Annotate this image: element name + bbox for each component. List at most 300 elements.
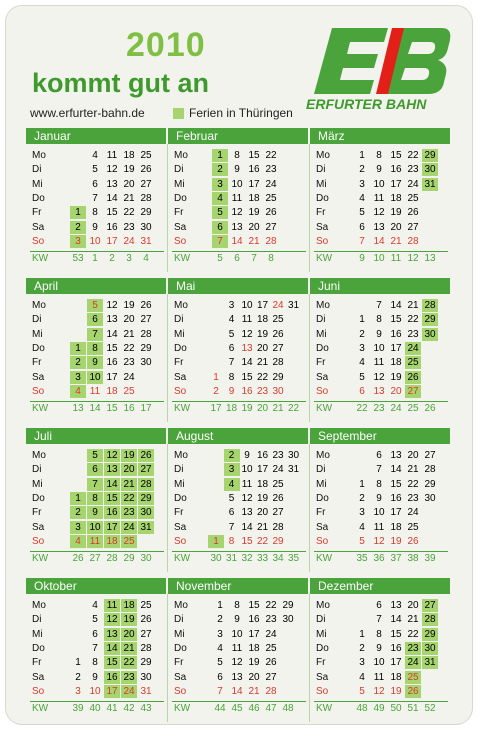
month-august bbox=[168, 428, 310, 580]
day-cell: 25 bbox=[405, 671, 421, 684]
day-cell: 20 bbox=[407, 450, 419, 461]
day-cell: 18 bbox=[256, 314, 269, 326]
day-cell: 31 bbox=[138, 521, 154, 534]
month-januar bbox=[26, 128, 168, 280]
weekday-label: So bbox=[32, 535, 45, 547]
day-cell: 28 bbox=[138, 478, 154, 491]
day-cell: 28 bbox=[140, 328, 152, 340]
kw-number: 7 bbox=[251, 253, 257, 265]
day-cell: 2 bbox=[70, 221, 86, 234]
day-cell: 15 bbox=[248, 600, 260, 611]
day-cell: 7 bbox=[212, 235, 228, 248]
day-cell: 19 bbox=[248, 657, 260, 669]
day-cell: 26 bbox=[407, 535, 419, 547]
kw-number: 26 bbox=[72, 553, 84, 565]
day-cell: 1 bbox=[70, 206, 86, 219]
day-cell: 19 bbox=[390, 207, 402, 219]
day-cell: 31 bbox=[140, 685, 152, 697]
day-cell: 27 bbox=[272, 342, 284, 354]
day-cell: 3 bbox=[212, 178, 228, 191]
weekday-label: Sa bbox=[32, 221, 45, 233]
day-cell: 1 bbox=[70, 492, 86, 505]
tagline: kommt gut an bbox=[32, 68, 210, 98]
day-cell: 9 bbox=[244, 450, 250, 461]
day-cell: 15 bbox=[390, 150, 402, 161]
weekday-label: Mi bbox=[32, 628, 43, 640]
kw-number: 1 bbox=[92, 253, 98, 265]
kw-number: 6 bbox=[234, 253, 240, 265]
weekday-label: Do bbox=[316, 342, 329, 354]
kw-number: 18 bbox=[225, 403, 238, 415]
weekday-label: Do bbox=[32, 192, 45, 204]
kw-number: 17 bbox=[140, 403, 152, 415]
weekday-label: Mi bbox=[316, 178, 327, 190]
day-cell: 11 bbox=[106, 150, 118, 161]
day-cell: 15 bbox=[104, 492, 120, 505]
day-cell: 1 bbox=[70, 342, 86, 355]
day-cell: 25 bbox=[140, 600, 152, 611]
weekday-label: Di bbox=[174, 464, 184, 476]
day-cell: 14 bbox=[231, 685, 243, 697]
day-cell: 28 bbox=[265, 685, 277, 697]
day-cell: 20 bbox=[256, 342, 269, 354]
day-cell: 19 bbox=[390, 685, 402, 697]
day-cell: 9 bbox=[228, 385, 235, 397]
day-cell: 29 bbox=[272, 371, 284, 383]
day-cell: 5 bbox=[92, 614, 98, 626]
day-cell: 6 bbox=[228, 342, 235, 354]
day-cell: 31 bbox=[287, 300, 300, 311]
weekday-label: Mo bbox=[174, 300, 188, 311]
day-cell: 9 bbox=[234, 614, 240, 626]
day-cell: 18 bbox=[390, 192, 402, 204]
weekday-label: So bbox=[32, 685, 45, 697]
day-cell: 29 bbox=[424, 478, 436, 490]
kw-separator bbox=[314, 401, 448, 402]
weekday-label: So bbox=[32, 235, 45, 247]
day-cell: 26 bbox=[140, 164, 152, 176]
weekday-label: Mo bbox=[32, 150, 46, 161]
day-cell: 7 bbox=[359, 235, 365, 247]
day-cell: 17 bbox=[390, 657, 402, 669]
day-cell: 30 bbox=[272, 385, 284, 397]
day-cell: 3 bbox=[224, 463, 240, 476]
weekday-label: Mo bbox=[32, 600, 46, 611]
day-cell: 12 bbox=[231, 657, 243, 669]
day-cell: 13 bbox=[231, 221, 243, 233]
day-cell: 26 bbox=[265, 657, 277, 669]
day-cell: 4 bbox=[92, 600, 98, 611]
kw-label: KW bbox=[174, 403, 191, 415]
day-cell: 5 bbox=[228, 328, 235, 340]
kw-number: 37 bbox=[390, 553, 402, 565]
day-cell: 11 bbox=[373, 671, 385, 683]
kw-number: 23 bbox=[373, 403, 385, 415]
weekday-label: Do bbox=[32, 492, 45, 504]
day-cell: 21 bbox=[123, 192, 135, 204]
month-title: Januar bbox=[26, 128, 166, 144]
day-cell: 5 bbox=[359, 685, 365, 697]
kw-number: 16 bbox=[123, 403, 135, 415]
day-cell: 24 bbox=[405, 342, 421, 355]
day-cell: 30 bbox=[140, 221, 152, 233]
day-cell: 22 bbox=[123, 342, 135, 354]
day-cell: 1 bbox=[213, 371, 219, 383]
day-cell: 20 bbox=[390, 385, 402, 397]
kw-separator bbox=[30, 251, 164, 252]
kw-number: 22 bbox=[287, 403, 300, 415]
day-cell: 10 bbox=[241, 464, 253, 476]
day-cell: 5 bbox=[359, 207, 365, 219]
day-cell: 13 bbox=[104, 628, 120, 641]
kw-number: 5 bbox=[217, 253, 223, 265]
day-cell: 26 bbox=[138, 449, 154, 462]
weekday-label: Di bbox=[316, 614, 326, 626]
day-cell: 29 bbox=[422, 313, 438, 326]
kw-label: KW bbox=[174, 703, 191, 715]
day-cell: 12 bbox=[373, 371, 385, 383]
day-cell: 2 bbox=[75, 671, 81, 683]
day-cell: 24 bbox=[407, 507, 419, 519]
kw-number: 48 bbox=[282, 703, 294, 715]
day-cell: 21 bbox=[256, 357, 269, 369]
day-cell: 17 bbox=[390, 178, 402, 190]
day-cell: 14 bbox=[390, 300, 402, 311]
day-cell: 2 bbox=[359, 328, 365, 340]
weekday-label: Fr bbox=[316, 657, 326, 669]
day-cell: 28 bbox=[272, 521, 284, 533]
kw-number: 24 bbox=[390, 403, 402, 415]
day-cell: 27 bbox=[407, 221, 419, 233]
day-cell: 4 bbox=[212, 192, 228, 205]
day-cell: 7 bbox=[376, 614, 382, 626]
day-cell: 8 bbox=[376, 150, 382, 161]
kw-number: 22 bbox=[356, 403, 368, 415]
logo-name: ERFURTER BAHN bbox=[306, 96, 427, 112]
day-cell: 25 bbox=[265, 642, 277, 654]
month-november bbox=[168, 578, 310, 724]
day-cell: 6 bbox=[92, 178, 98, 190]
kw-label: KW bbox=[32, 253, 49, 265]
day-cell: 16 bbox=[106, 221, 118, 233]
weekday-label: Di bbox=[174, 614, 184, 626]
weekday-label: Mo bbox=[316, 150, 330, 161]
day-cell: 3 bbox=[70, 371, 86, 384]
day-cell: 9 bbox=[87, 506, 103, 519]
holiday-legend-swatch bbox=[173, 108, 184, 119]
day-cell: 20 bbox=[407, 600, 419, 611]
day-cell: 7 bbox=[92, 642, 98, 654]
day-cell: 23 bbox=[407, 164, 419, 176]
day-cell: 13 bbox=[231, 671, 243, 683]
kw-number: 45 bbox=[231, 703, 243, 715]
day-cell: 28 bbox=[422, 299, 438, 312]
weekday-label: Mi bbox=[316, 628, 327, 640]
weekday-label: So bbox=[316, 535, 329, 547]
day-cell: 24 bbox=[265, 178, 277, 190]
day-cell: 17 bbox=[106, 371, 118, 383]
day-cell: 3 bbox=[228, 300, 235, 311]
kw-separator bbox=[30, 401, 164, 402]
day-cell: 2 bbox=[213, 385, 219, 397]
day-cell: 18 bbox=[248, 192, 260, 204]
kw-number: 25 bbox=[407, 403, 419, 415]
day-cell: 8 bbox=[87, 342, 103, 355]
day-cell: 28 bbox=[424, 464, 436, 476]
weekday-label: So bbox=[316, 235, 329, 247]
day-cell: 15 bbox=[248, 150, 260, 161]
kw-number: 32 bbox=[241, 553, 253, 565]
kw-separator bbox=[172, 401, 306, 402]
kw-number: 48 bbox=[356, 703, 368, 715]
day-cell: 21 bbox=[121, 642, 137, 655]
kw-number: 11 bbox=[390, 253, 402, 265]
month-märz bbox=[310, 128, 452, 280]
day-cell: 17 bbox=[248, 178, 260, 190]
day-cell: 22 bbox=[265, 150, 277, 161]
day-cell: 29 bbox=[140, 342, 152, 354]
kw-number: 2 bbox=[109, 253, 115, 265]
day-cell: 13 bbox=[241, 507, 253, 519]
kw-number: 51 bbox=[407, 703, 419, 715]
day-cell: 8 bbox=[228, 535, 235, 547]
weekday-label: Fr bbox=[316, 507, 326, 519]
day-cell: 27 bbox=[272, 507, 284, 519]
month-mai bbox=[168, 278, 310, 430]
day-cell: 23 bbox=[121, 671, 137, 684]
day-cell: 15 bbox=[106, 342, 118, 354]
month-title: Februar bbox=[168, 128, 308, 144]
day-cell: 6 bbox=[228, 507, 235, 519]
weekday-label: Do bbox=[316, 492, 329, 504]
weekday-label: Sa bbox=[316, 521, 329, 533]
day-cell: 13 bbox=[241, 342, 253, 354]
day-cell: 4 bbox=[359, 671, 365, 683]
weekday-label: Fr bbox=[174, 207, 184, 219]
day-cell: 6 bbox=[212, 221, 228, 234]
day-cell: 10 bbox=[231, 178, 243, 190]
day-cell: 12 bbox=[231, 207, 243, 219]
day-cell: 23 bbox=[405, 642, 421, 655]
day-cell: 22 bbox=[121, 656, 137, 669]
kw-number: 35 bbox=[356, 553, 368, 565]
day-cell: 5 bbox=[87, 299, 103, 312]
day-cell: 19 bbox=[121, 613, 137, 626]
weekday-label: Di bbox=[316, 314, 326, 326]
day-cell: 18 bbox=[390, 521, 402, 533]
weekday-label: Mo bbox=[316, 300, 330, 311]
day-cell: 14 bbox=[241, 357, 253, 369]
weekday-label: Fr bbox=[316, 207, 326, 219]
day-cell: 9 bbox=[92, 671, 98, 683]
day-cell: 28 bbox=[272, 357, 284, 369]
day-cell: 29 bbox=[140, 207, 152, 219]
day-cell: 26 bbox=[405, 685, 421, 698]
day-cell: 22 bbox=[407, 150, 419, 161]
kw-number: 9 bbox=[359, 253, 365, 265]
day-cell: 22 bbox=[407, 478, 419, 490]
day-cell: 5 bbox=[87, 449, 103, 462]
day-cell: 16 bbox=[106, 357, 118, 369]
day-cell: 28 bbox=[265, 235, 277, 247]
month-dezember bbox=[310, 578, 452, 724]
day-cell: 28 bbox=[140, 192, 152, 204]
weekday-label: Do bbox=[32, 642, 45, 654]
kw-number: 44 bbox=[214, 703, 226, 715]
day-cell: 12 bbox=[373, 207, 385, 219]
day-cell: 27 bbox=[140, 178, 152, 190]
weekday-label: Mo bbox=[316, 450, 330, 461]
weekday-label: Di bbox=[32, 464, 42, 476]
day-cell: 13 bbox=[104, 463, 120, 476]
day-cell: 26 bbox=[265, 207, 277, 219]
day-cell: 15 bbox=[241, 371, 253, 383]
kw-separator bbox=[172, 251, 306, 252]
day-cell: 9 bbox=[87, 356, 103, 369]
kw-number: 30 bbox=[210, 553, 222, 565]
day-cell: 31 bbox=[422, 178, 438, 191]
kw-number: 52 bbox=[424, 703, 436, 715]
day-cell: 12 bbox=[104, 449, 120, 462]
day-cell: 23 bbox=[123, 357, 135, 369]
day-cell: 21 bbox=[407, 464, 419, 476]
day-cell: 4 bbox=[70, 535, 86, 548]
kw-number: 47 bbox=[265, 703, 277, 715]
weekday-label: So bbox=[316, 385, 329, 397]
month-title: Dezember bbox=[310, 578, 450, 594]
day-cell: 30 bbox=[424, 492, 436, 504]
day-cell: 20 bbox=[121, 628, 137, 641]
day-cell: 17 bbox=[256, 464, 269, 476]
day-cell: 24 bbox=[265, 628, 277, 640]
kw-number: 49 bbox=[373, 703, 385, 715]
day-cell: 6 bbox=[376, 600, 382, 611]
weekday-label: Do bbox=[174, 342, 187, 354]
day-cell: 11 bbox=[241, 478, 253, 490]
day-cell: 26 bbox=[140, 300, 152, 311]
day-cell: 20 bbox=[123, 178, 135, 190]
day-cell: 17 bbox=[390, 342, 402, 354]
day-cell: 27 bbox=[265, 221, 277, 233]
day-cell: 8 bbox=[92, 207, 98, 219]
day-cell: 15 bbox=[390, 628, 402, 640]
website-link[interactable]: www.erfurter-bahn.de bbox=[30, 106, 145, 120]
day-cell: 8 bbox=[228, 371, 235, 383]
day-cell: 15 bbox=[104, 656, 120, 669]
day-cell: 30 bbox=[422, 642, 438, 655]
day-cell: 5 bbox=[359, 371, 365, 383]
kw-number: 41 bbox=[106, 703, 118, 715]
day-cell: 18 bbox=[390, 671, 402, 683]
kw-number: 14 bbox=[89, 403, 101, 415]
day-cell: 6 bbox=[87, 313, 103, 326]
kw-separator bbox=[314, 701, 448, 702]
kw-number: 29 bbox=[123, 553, 135, 565]
day-cell: 27 bbox=[405, 385, 421, 398]
day-cell: 19 bbox=[256, 328, 269, 340]
day-cell: 1 bbox=[359, 628, 365, 640]
day-cell: 7 bbox=[217, 685, 223, 697]
day-cell: 8 bbox=[234, 600, 240, 611]
day-cell: 9 bbox=[234, 164, 240, 176]
day-cell: 1 bbox=[208, 535, 224, 548]
day-cell: 22 bbox=[407, 314, 419, 326]
day-cell: 5 bbox=[359, 535, 365, 547]
kw-number: 12 bbox=[407, 253, 419, 265]
weekday-label: Do bbox=[174, 642, 187, 654]
kw-number: 38 bbox=[407, 553, 419, 565]
day-cell: 27 bbox=[424, 450, 436, 461]
weekday-label: Fr bbox=[174, 357, 184, 369]
kw-number: 33 bbox=[256, 553, 269, 565]
day-cell: 14 bbox=[104, 478, 120, 491]
day-cell: 27 bbox=[140, 628, 152, 640]
kw-number: 40 bbox=[89, 703, 101, 715]
day-cell: 3 bbox=[70, 235, 86, 248]
day-cell: 18 bbox=[121, 599, 137, 612]
day-cell: 23 bbox=[123, 221, 135, 233]
day-cell: 26 bbox=[140, 614, 152, 626]
weekday-label: So bbox=[32, 385, 45, 397]
day-cell: 12 bbox=[373, 685, 385, 697]
kw-label: KW bbox=[32, 403, 49, 415]
kw-label: KW bbox=[316, 403, 333, 415]
day-cell: 23 bbox=[265, 614, 277, 626]
day-cell: 26 bbox=[407, 207, 419, 219]
kw-number: 26 bbox=[424, 403, 436, 415]
day-cell: 16 bbox=[390, 164, 402, 176]
day-cell: 12 bbox=[106, 164, 118, 176]
day-cell: 15 bbox=[390, 314, 402, 326]
day-cell: 23 bbox=[256, 385, 269, 397]
kw-label: KW bbox=[316, 553, 333, 565]
day-cell: 25 bbox=[272, 314, 284, 326]
weekday-label: Mo bbox=[174, 600, 188, 611]
day-cell: 6 bbox=[87, 463, 103, 476]
kw-number: 34 bbox=[272, 553, 284, 565]
day-cell: 29 bbox=[138, 492, 154, 505]
kw-label: KW bbox=[174, 553, 191, 565]
day-cell: 11 bbox=[373, 357, 385, 369]
day-cell: 11 bbox=[373, 192, 385, 204]
day-cell: 6 bbox=[217, 671, 223, 683]
day-cell: 14 bbox=[106, 328, 118, 340]
day-cell: 30 bbox=[140, 671, 152, 683]
day-cell: 2 bbox=[70, 356, 86, 369]
kw-number: 10 bbox=[373, 253, 385, 265]
day-cell: 4 bbox=[359, 357, 365, 369]
month-februar bbox=[168, 128, 310, 280]
day-cell: 25 bbox=[407, 521, 419, 533]
day-cell: 25 bbox=[123, 385, 135, 397]
day-cell: 21 bbox=[407, 614, 419, 626]
month-title: Juli bbox=[26, 428, 166, 444]
month-title: Oktober bbox=[26, 578, 166, 594]
day-cell: 9 bbox=[376, 492, 382, 504]
day-cell: 10 bbox=[373, 342, 385, 354]
day-cell: 27 bbox=[265, 671, 277, 683]
day-cell: 24 bbox=[123, 371, 135, 383]
day-cell: 2 bbox=[217, 614, 223, 626]
day-cell: 18 bbox=[390, 357, 402, 369]
day-cell: 16 bbox=[104, 671, 120, 684]
day-cell: 15 bbox=[106, 207, 118, 219]
calendar-header bbox=[6, 6, 472, 126]
day-cell: 7 bbox=[228, 521, 235, 533]
day-cell: 23 bbox=[407, 492, 419, 504]
day-cell: 24 bbox=[272, 300, 284, 311]
year-title: 2010 bbox=[126, 26, 206, 64]
